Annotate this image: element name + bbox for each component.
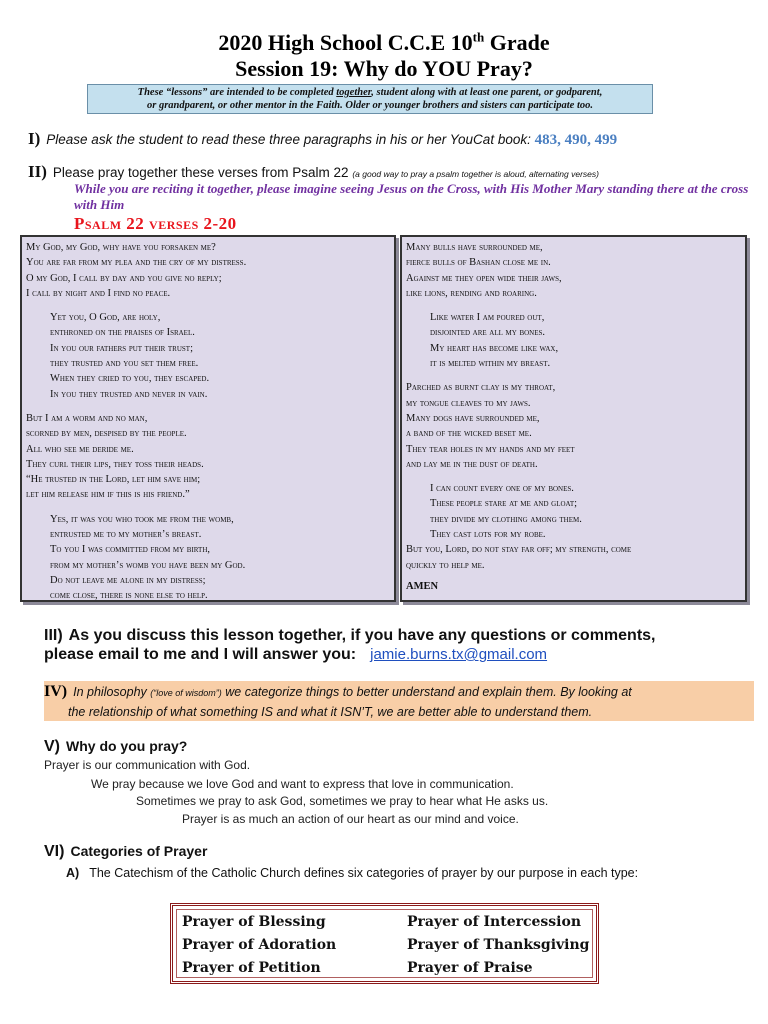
- section-1-numeral: I): [28, 129, 41, 148]
- psalm-verse-line: Parched as burnt clay is my throat,: [406, 382, 556, 394]
- section-4: IV) In philosophy (“love of wisdom”) we categorize things to better understand and explain them. By looking at the relationship of what something IS and what it ISN’T, we are better able to understand them.: [44, 681, 754, 721]
- instructions-note: These “lessons” are intended to be completed together, student along with at least one parent, or godparent, or grandparent, or other mentor in the Faith. Older or younger brothers and sisters can participate too.: [87, 84, 653, 114]
- psalm-verse-line: My heart has become like wax,: [430, 342, 559, 354]
- document-title-line1: 2020 High School C.C.E 10th Grade: [218, 29, 550, 55]
- psalm-verse-line: To you I was committed from my birth,: [50, 544, 210, 556]
- psalm-verse-line: come close, there is none else to help.: [50, 590, 208, 602]
- psalm-verse-line: O my God, I call by day and you give no reply;: [26, 272, 222, 284]
- pray-line-2: We pray because we love God and want to express that love in communication.: [91, 777, 514, 791]
- psalm-verse-line: fierce bulls of Bashan close me in.: [406, 257, 551, 269]
- psalm-verse-line: it is melted within my breast.: [430, 358, 551, 370]
- psalm-verse-line: “He trusted in the Lord, let him save him;: [26, 474, 201, 486]
- psalm-verse-line: Do not leave me alone in my distress;: [50, 574, 206, 586]
- psalm-verse-line: They tear holes in my hands and my feet: [406, 443, 575, 455]
- youcat-references: 483, 490, 499: [534, 132, 618, 148]
- psalm-verse-line: and lay me in the dust of death.: [406, 458, 538, 470]
- psalm-verse-line: In you they trusted and never in vain.: [50, 388, 208, 400]
- category-thanksgiving: Prayer of Thanksgiving: [407, 937, 590, 953]
- section-5-heading: V) Why do you pray?: [44, 738, 188, 755]
- pray-line-1: Prayer is our communication with God.: [44, 758, 251, 772]
- psalm-verse-line: In you our fathers put their trust;: [50, 342, 193, 354]
- psalm-verse-line: When they cried to you, they escaped.: [50, 373, 210, 385]
- prayer-categories-box: [170, 903, 599, 984]
- psalm-verse-line: let him release him if this is his friend.”: [26, 489, 190, 501]
- psalm-verse-line: These people stare at me and gloat;: [430, 498, 578, 510]
- psalm-verse-line: a band of the wicked beset me.: [406, 428, 532, 440]
- psalm-verse-line: they divide my clothing among them.: [430, 513, 582, 525]
- psalm-verse-line: Like water I am poured out,: [430, 312, 545, 324]
- psalm-verse-line: they trusted and you set them free.: [50, 358, 199, 370]
- psalm-verse-line: disjointed are all my bones.: [430, 327, 546, 339]
- psalm-verse-line: I call by night and I find no peace.: [26, 287, 171, 299]
- pray-line-3: Sometimes we pray to ask God, sometimes we pray to hear what He asks us.: [136, 794, 549, 808]
- psalm-left-column: [20, 235, 396, 602]
- psalm-verse-line: Yes, it was you who took me from the womb,: [50, 513, 234, 525]
- psalm-verse-line: Many bulls have surrounded me,: [406, 242, 543, 253]
- psalm-verse-line: Against me they open wide their jaws,: [406, 272, 562, 284]
- psalm-verse-line: scorned by men, despised by the people.: [26, 428, 187, 440]
- document-title-line2: Session 19: Why do YOU Pray?: [235, 56, 533, 81]
- pray-line-4: Prayer is as much an action of our heart as our mind and voice.: [182, 812, 519, 826]
- category-praise: Prayer of Praise: [407, 960, 533, 976]
- category-blessing: Prayer of Blessing: [182, 914, 326, 930]
- category-petition: Prayer of Petition: [182, 960, 321, 976]
- section-2: II) Please pray together these verses from Psalm 22 (a good way to pray a psalm together is aloud, alternating verses): [28, 162, 599, 181]
- psalm-reading-note: (a good way to pray a psalm together is aloud, alternating verses): [352, 169, 599, 179]
- psalm-verse-line: My God, my God, why have you forsaken me?: [26, 242, 216, 253]
- psalm-verse-line: Many dogs have surrounded me,: [406, 412, 540, 424]
- psalm-heading: Psalm 22 verses 2-20: [74, 214, 237, 233]
- psalm-amen: AMEN: [406, 580, 439, 592]
- email-link[interactable]: jamie.burns.tx@gmail.com: [370, 646, 548, 663]
- category-intercession: Prayer of Intercession: [407, 914, 582, 930]
- section-6-item-a: A) The Catechism of the Catholic Church defines six categories of prayer by our purpose in each type:: [66, 866, 639, 880]
- psalm-verse-line: Yet you, O God, are holy,: [50, 312, 161, 324]
- psalm-verse-line: like lions, rending and roaring.: [406, 287, 537, 299]
- psalm-verse-line: I can count every one of my bones.: [430, 483, 574, 495]
- psalm-verse-line: my tongue cleaves to my jaws.: [406, 397, 531, 409]
- psalm-verse-line: They curl their lips, they toss their heads.: [26, 458, 204, 470]
- section-1-text: Please ask the student to read these three paragraphs in his or her YouCat book:: [46, 132, 531, 147]
- section-3: III) As you discuss this lesson together, if you have any questions or comments, please email to me and I will answer you: jamie.burns.tx@gmail.com: [44, 627, 656, 663]
- psalm-verse-line: All who see me deride me.: [26, 443, 134, 455]
- psalm-verse-line: But I am a worm and no man,: [26, 412, 148, 424]
- section-6-heading: VI) Categories of Prayer: [44, 843, 208, 860]
- category-adoration: Prayer of Adoration: [182, 937, 337, 953]
- psalm-verse-line: from my mother’s womb you have been my God.: [50, 559, 246, 571]
- psalm-verse-line: They cast lots for my robe.: [430, 529, 546, 541]
- meditation-instruction: While you are reciting it together, please imagine seeing Jesus on the Cross, with His Mother Mary standing there at the cross with Him: [74, 181, 749, 212]
- psalm-verse-line: enthroned on the praises of Israel.: [50, 327, 195, 339]
- psalm-verse-line: But you, Lord, do not stay far off; my strength, come: [406, 544, 632, 556]
- psalm-right-column: [400, 235, 747, 602]
- psalm-verse-line: You are far from my plea and the cry of my distress.: [26, 257, 247, 269]
- psalm-verse-line: entrusted me to my mother’s breast.: [50, 529, 202, 541]
- section-1: [28, 130, 617, 149]
- psalm-verse-line: quickly to help me.: [406, 559, 485, 571]
